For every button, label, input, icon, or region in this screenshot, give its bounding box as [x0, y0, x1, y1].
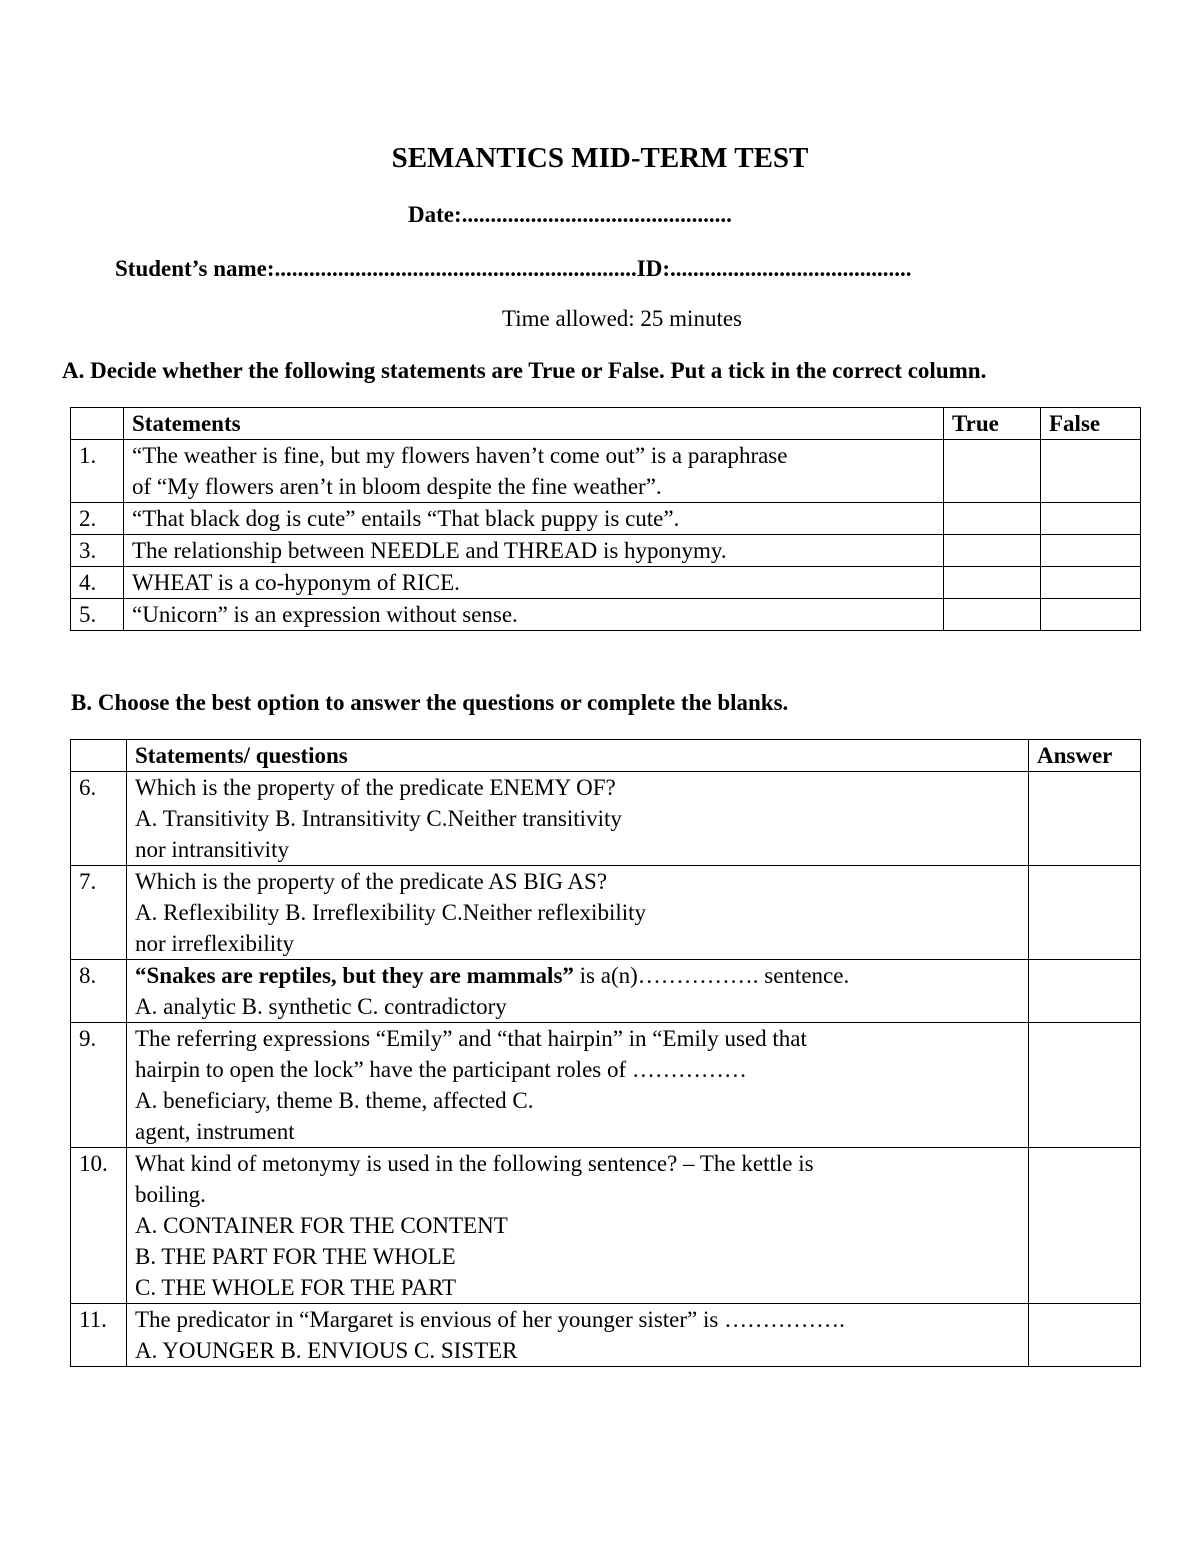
statement-line: of “My flowers aren’t in bloom despite the fine weather”. [132, 474, 662, 499]
date-field: Date:............................................... [408, 202, 732, 227]
statement-cell: “That black dog is cute” entails “That black puppy is cute”. [124, 503, 944, 535]
option-c-continued: agent, instrument [135, 1119, 295, 1144]
table-row [71, 960, 1141, 1023]
statement-cell: “Unicorn” is an expression without sense. [124, 599, 944, 631]
false-tick-cell[interactable] [1041, 567, 1141, 599]
option-a: A. beneficiary, theme [135, 1088, 333, 1113]
false-tick-cell[interactable] [1041, 535, 1141, 567]
options-line [135, 991, 1020, 1022]
option-c-continued: nor intransitivity [135, 837, 289, 862]
page-title: SEMANTICS MID-TERM TEST [391, 142, 809, 174]
option-a: A. Transitivity [135, 806, 270, 831]
option-c: C. THE WHOLE FOR THE PART [135, 1275, 457, 1300]
option-b: B. synthetic [241, 994, 352, 1019]
statements-header: Statements [124, 408, 944, 440]
question-cell [127, 1304, 1029, 1367]
answer-cell[interactable] [1029, 1148, 1141, 1304]
question-cell [127, 960, 1029, 1023]
table-header-row [71, 408, 1141, 440]
option-a: A. analytic [135, 994, 236, 1019]
question-text: hairpin to open the lock” have the participant roles of …………… [135, 1057, 747, 1082]
option-c: C.Neither reflexibility [441, 900, 647, 925]
options-line [135, 803, 1020, 834]
true-header: True [944, 408, 1041, 440]
table-row [71, 599, 1141, 631]
true-tick-cell[interactable] [944, 567, 1041, 599]
option-b: B. THE PART FOR THE WHOLE [135, 1244, 456, 1269]
question-cell [127, 772, 1029, 866]
true-tick-cell[interactable] [944, 599, 1041, 631]
number-header-cell [71, 740, 127, 772]
statement-line: “The weather is fine, but my flowers haven’t come out” is a paraphrase [132, 443, 788, 468]
false-header: False [1041, 408, 1141, 440]
false-tick-cell[interactable] [1041, 503, 1141, 535]
table-row [71, 772, 1141, 866]
student-name-id-field: Student’s name:...............................................................ID:.......................................... [115, 256, 912, 281]
row-number: 3. [71, 535, 124, 567]
question-text: The predicator in “Margaret is envious of her younger sister” is ……………. [135, 1307, 845, 1332]
option-c-continued: nor irreflexibility [135, 931, 295, 956]
section-b-instruction: B. Choose the best option to answer the questions or complete the blanks. [71, 690, 789, 715]
row-number: 10. [71, 1148, 127, 1304]
question-text: What kind of metonymy is used in the following sentence? – The kettle is [135, 1151, 814, 1176]
true-tick-cell[interactable] [944, 440, 1041, 503]
answer-cell[interactable] [1029, 960, 1141, 1023]
table-row [71, 1023, 1141, 1148]
option-b: B. theme, affected [338, 1088, 507, 1113]
answer-cell[interactable] [1029, 1023, 1141, 1148]
option-c: C. contradictory [357, 994, 507, 1019]
question-rest: is a(n)……………. sentence. [573, 963, 850, 988]
option-b: B. Intransitivity [274, 806, 421, 831]
option-a: A. Reflexibility [135, 900, 280, 925]
row-number: 4. [71, 567, 124, 599]
row-number: 9. [71, 1023, 127, 1148]
row-number: 6. [71, 772, 127, 866]
question-text: The referring expressions “Emily” and “that hairpin” in “Emily used that [135, 1026, 807, 1051]
option-c: C.Neither transitivity [426, 806, 622, 831]
table-row [71, 866, 1141, 960]
questions-header: Statements/ questions [127, 740, 1029, 772]
answer-cell[interactable] [1029, 866, 1141, 960]
question-cell [127, 866, 1029, 960]
row-number: 7. [71, 866, 127, 960]
row-number: 11. [71, 1304, 127, 1367]
statement-cell [124, 440, 944, 503]
table-header-row [71, 740, 1141, 772]
table-row [71, 1304, 1141, 1367]
answer-header: Answer [1029, 740, 1141, 772]
option-c: C. SISTER [413, 1338, 518, 1363]
question-cell [127, 1023, 1029, 1148]
row-number: 1. [71, 440, 124, 503]
question-cell [127, 1148, 1029, 1304]
question-text [135, 960, 1020, 991]
option-c: C. [512, 1088, 534, 1113]
row-number: 2. [71, 503, 124, 535]
true-false-table [70, 407, 1141, 631]
question-text: Which is the property of the predicate ENEMY OF? [135, 775, 616, 800]
answer-cell[interactable] [1029, 772, 1141, 866]
true-tick-cell[interactable] [944, 503, 1041, 535]
options-line [135, 1335, 1020, 1366]
table-row [71, 503, 1141, 535]
multiple-choice-table [70, 739, 1141, 1367]
option-b: B. ENVIOUS [280, 1338, 409, 1363]
question-text: boiling. [135, 1182, 206, 1207]
option-b: B. Irreflexibility [285, 900, 436, 925]
table-row [71, 440, 1141, 503]
section-a-instruction: A. Decide whether the following statements are True or False. Put a tick in the correct column. [62, 358, 987, 383]
row-number: 8. [71, 960, 127, 1023]
statement-cell: WHEAT is a co-hyponym of RICE. [124, 567, 944, 599]
false-tick-cell[interactable] [1041, 440, 1141, 503]
table-row [71, 1148, 1141, 1304]
true-tick-cell[interactable] [944, 535, 1041, 567]
false-tick-cell[interactable] [1041, 599, 1141, 631]
options-line [135, 1085, 1020, 1116]
option-a: A. CONTAINER FOR THE CONTENT [135, 1213, 508, 1238]
options-line [135, 897, 1020, 928]
question-text: Which is the property of the predicate AS BIG AS? [135, 869, 608, 894]
quoted-sentence: “Snakes are reptiles, but they are mammals” [135, 963, 574, 988]
table-row [71, 567, 1141, 599]
row-number: 5. [71, 599, 124, 631]
number-header-cell [71, 408, 124, 440]
answer-cell[interactable] [1029, 1304, 1141, 1367]
option-a: A. YOUNGER [135, 1338, 275, 1363]
statement-cell: The relationship between NEEDLE and THREAD is hyponymy. [124, 535, 944, 567]
time-allowed: Time allowed: 25 minutes [501, 306, 742, 331]
table-row [71, 535, 1141, 567]
